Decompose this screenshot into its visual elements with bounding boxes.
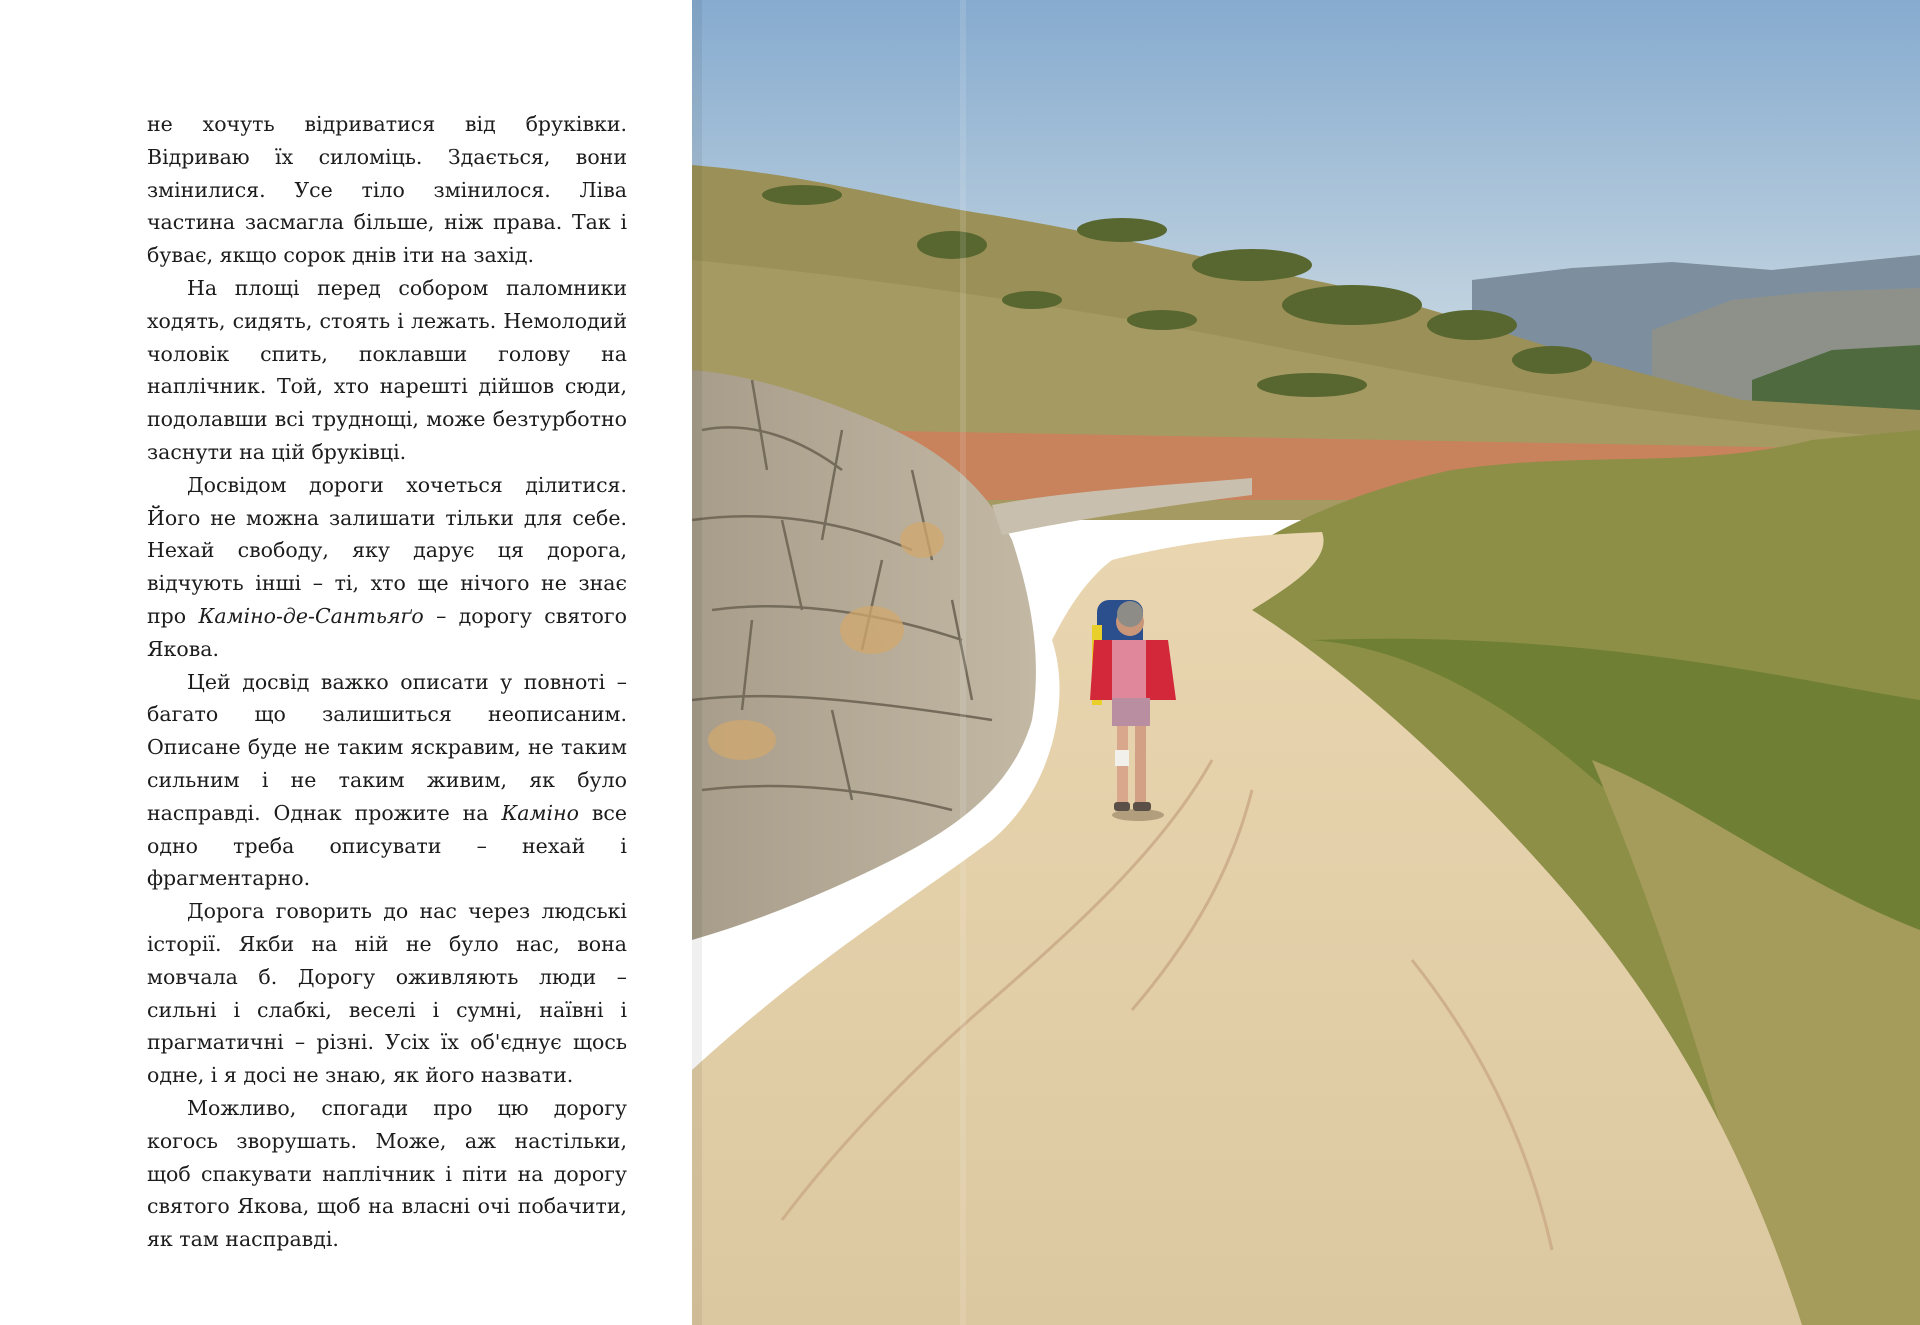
landscape-photo [692, 0, 1920, 1325]
paragraph-5: Дорога говорить до нас через людські історії. Якби на ній не було нас, вона мовчала б. Дорогу оживляють люди – сильні і слабкі, веселі і сумні, наївні і прагматичні – різні. Усіх їх об'єднує щось одне, і я досі не знаю, як його назвати. [147, 899, 627, 1088]
paragraph-4: Цей досвід важко описати у повноті – багато що залишиться неописаним. Описане буде не таким яскравим, не таким сильним і не таким живим, як було насправді. Однак прожите на Каміно все одно треба описувати – нехай і фрагментарно. [147, 669, 628, 891]
photo-illustration [692, 0, 1920, 1325]
paragraph-2: На площі перед собором паломники ходять, сидять, стоять і лежать. Немолодий чоловік спить, поклавши голову на наплічник. Той, хто нарешті дійшов сюди, подолавши всі труднощі, може безтурботно заснути на цій бруківці. [147, 275, 627, 464]
gutter-edge [692, 0, 702, 1325]
paragraph-1: не хочуть відриватися від бруківки. Відриваю їх силоміць. Здається, вони змінилися. Усе тіло змінилося. Ліва частина засмагла більше, ніж права. Так і буває, якщо сорок днів іти на захід. [147, 112, 627, 268]
gutter-fold [960, 0, 966, 1325]
paragraph-6: Можливо, спогади про цю дорогу когось зворушать. Може, аж настільки, щоб спакувати наплічник і піти на дорогу святого Якова, щоб на власні очі побачити, як там насправді. [147, 1095, 627, 1252]
camino-title-italic: Каміно-де-Сантьяґо [198, 603, 424, 628]
paragraph-3: Досвідом дороги хочеться ділитися. Його не можна залишати тільки для себе. Нехай свободу, яку дарує ця дорога, відчують інші – ті, хто ще нічого не знає про Каміно-де-Сантьяґо – дорогу святого Якова. [147, 472, 627, 661]
text-column [147, 108, 627, 1256]
text-page [0, 0, 692, 1325]
camino-italic: Каміно [501, 800, 579, 825]
